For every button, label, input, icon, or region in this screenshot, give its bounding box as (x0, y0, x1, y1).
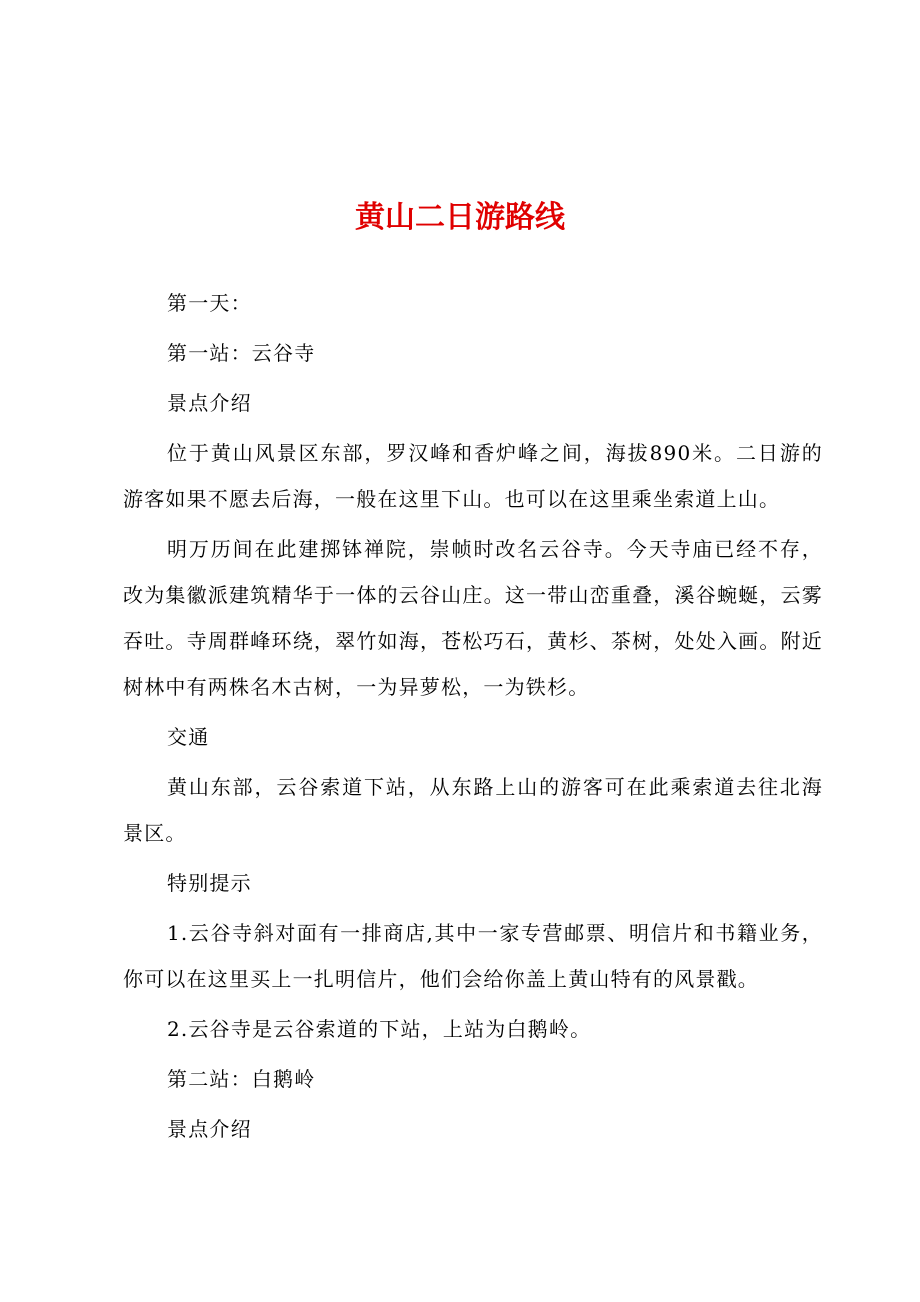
stop-heading: 第一站：云谷寺 (167, 341, 316, 365)
stop-heading: 第二站：白鹅岭 (167, 1067, 316, 1091)
paragraph-history: 明万历间在此建掷钵禅院，崇帧时改名云谷寺。今天寺庙已经不存，改为集徽派建筑精华于一体的云谷山庄。这一带山峦重叠，溪谷蜿蜒，云雾吞吐。寺周群峰环绕，翠竹如海，苍松巧石，黄杉、茶树，处处入画。附近树林中有两株名木古树，一为异萝松，一为铁杉。 (123, 537, 823, 699)
day-heading: 第一天： (167, 291, 252, 315)
document-title: 黄山二日游路线 (355, 200, 565, 235)
tip-item: 1.云谷寺斜对面有一排商店,其中一家专营邮票、明信片和书籍业务，你可以在这里买上一扎明信片，他们会给你盖上黄山特有的风景戳。 (123, 921, 823, 991)
section-heading: 交通 (167, 725, 210, 749)
paragraph-transport: 黄山东部，云谷索道下站，从东路上山的游客可在此乘索道去往北海景区。 (123, 775, 823, 845)
paragraph-intro: 位于黄山风景区东部，罗汉峰和香炉峰之间，海拔890米。二日游的游客如果不愿去后海，一般在这里下山。也可以在这里乘坐索道上山。 (123, 441, 823, 511)
tip-item: 2.云谷寺是云谷索道的下站，上站为白鹅岭。 (167, 1017, 592, 1041)
section-heading: 景点介绍 (167, 391, 252, 415)
section-heading: 特别提示 (167, 871, 252, 895)
document-body (123, 280, 823, 1152)
section-heading: 景点介绍 (167, 1117, 252, 1141)
